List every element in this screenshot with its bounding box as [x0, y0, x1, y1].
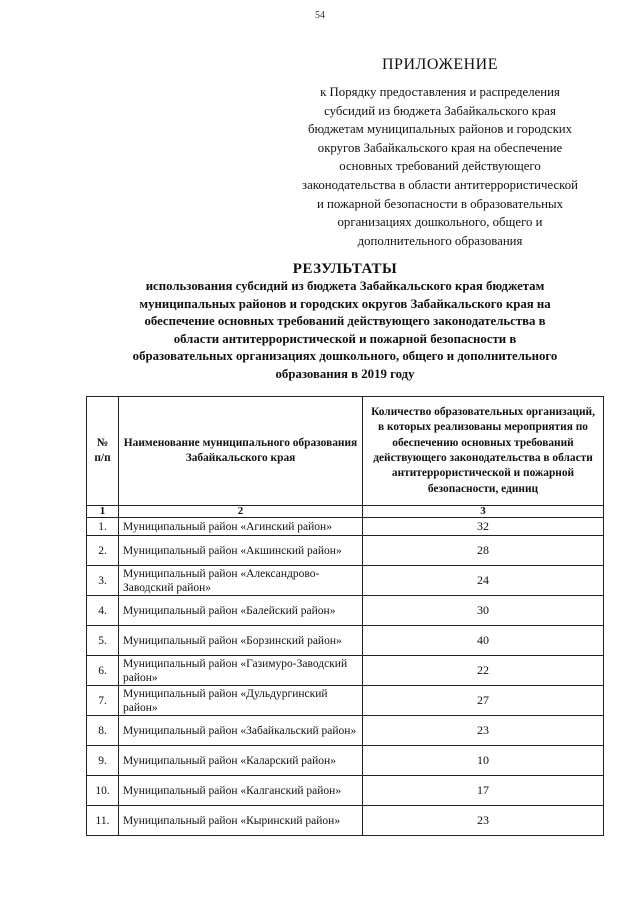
row-index: 2. [87, 536, 119, 566]
row-value: 23 [363, 806, 604, 836]
row-municipality: Муниципальный район «Газимуро-Заводский район» [119, 656, 363, 686]
row-index: 4. [87, 596, 119, 626]
column-number: 1 [87, 506, 119, 518]
table-row [87, 536, 604, 566]
table-row [87, 566, 604, 596]
row-value: 23 [363, 716, 604, 746]
document-subtitle-line: области антитеррористической и пожарной безопасности в [173, 331, 517, 346]
table-row [87, 746, 604, 776]
table-row [87, 716, 604, 746]
appendix-title: ПРИЛОЖЕНИЕ [381, 56, 498, 73]
appendix-line: организациях дошкольного, общего и [337, 215, 543, 230]
row-index: 8. [87, 716, 119, 746]
appendix-line: дополнительного образования [357, 233, 523, 248]
row-municipality: Муниципальный район «Акшинский район» [119, 536, 363, 566]
table-row [87, 806, 604, 836]
appendix-line: округов Забайкальского края на обеспечение [317, 140, 563, 155]
appendix-text [290, 83, 590, 250]
row-index: 5. [87, 626, 119, 656]
row-value: 32 [363, 518, 604, 536]
appendix-line: и пожарной безопасности в образовательных [316, 196, 563, 211]
results-table [86, 396, 604, 836]
document-subtitle-line: обеспечение основных требований действующего законодательства в [144, 314, 546, 329]
appendix-line: бюджетам муниципальных районов и городских [307, 122, 573, 137]
row-municipality: Муниципальный район «Калганский район» [119, 776, 363, 806]
document-subtitle-line: муниципальных районов и городских округов Забайкальского края на [139, 296, 551, 311]
row-value: 22 [363, 656, 604, 686]
row-municipality: Муниципальный район «Кыринский район» [119, 806, 363, 836]
row-municipality: Муниципальный район «Каларский район» [119, 746, 363, 776]
appendix-line: законодательства в области антитеррористической [302, 177, 578, 192]
appendix-line: основных требований действующего [339, 159, 541, 174]
row-index: 11. [87, 806, 119, 836]
document-heading [80, 260, 610, 384]
header-index: № п/п [87, 397, 119, 506]
table-row [87, 626, 604, 656]
appendix-block [290, 56, 590, 250]
table-row [87, 518, 604, 536]
header-municipality: Наименование муниципального образования Забайкальского края [119, 397, 363, 506]
document-subtitle-line: образовательных организациях дошкольного, общего и дополнительного [132, 349, 558, 364]
row-municipality: Муниципальный район «Агинский район» [119, 518, 363, 536]
column-number: 2 [119, 506, 363, 518]
row-index: 9. [87, 746, 119, 776]
row-index: 3. [87, 566, 119, 596]
row-municipality: Муниципальный район «Балейский район» [119, 596, 363, 626]
row-index: 1. [87, 518, 119, 536]
document-subtitle-line: образования в 2019 году [275, 366, 415, 381]
row-index: 6. [87, 656, 119, 686]
row-value: 30 [363, 596, 604, 626]
row-municipality: Муниципальный район «Забайкальский район» [119, 716, 363, 746]
page-number: 54 [315, 10, 325, 21]
table-row [87, 656, 604, 686]
table-row [87, 776, 604, 806]
appendix-line: к Порядку предоставления и распределения [320, 85, 560, 99]
column-number: 3 [363, 506, 604, 518]
document-title: РЕЗУЛЬТАТЫ [292, 261, 398, 277]
appendix-line: субсидий из бюджета Забайкальского края [324, 103, 556, 118]
column-numbers-row [87, 506, 604, 518]
row-value: 40 [363, 626, 604, 656]
table-header-row [87, 397, 604, 506]
row-municipality: Муниципальный район «Борзинский район» [119, 626, 363, 656]
row-value: 10 [363, 746, 604, 776]
row-municipality: Муниципальный район «Александрово-Заводский район» [119, 566, 363, 596]
row-index: 10. [87, 776, 119, 806]
row-value: 27 [363, 686, 604, 716]
table-row [87, 596, 604, 626]
row-index: 7. [87, 686, 119, 716]
header-organizations-count: Количество образовательных организаций, в которых реализованы мероприятия по обеспечению основных требований действующего законодательства в области антитеррористической и пожарной безопасности, единиц [363, 397, 604, 506]
row-value: 24 [363, 566, 604, 596]
row-municipality: Муниципальный район «Дульдургинский район» [119, 686, 363, 716]
row-value: 17 [363, 776, 604, 806]
row-value: 28 [363, 536, 604, 566]
document-subtitle-line: использования субсидий из бюджета Забайкальского края бюджетам [145, 279, 545, 293]
table-row [87, 686, 604, 716]
